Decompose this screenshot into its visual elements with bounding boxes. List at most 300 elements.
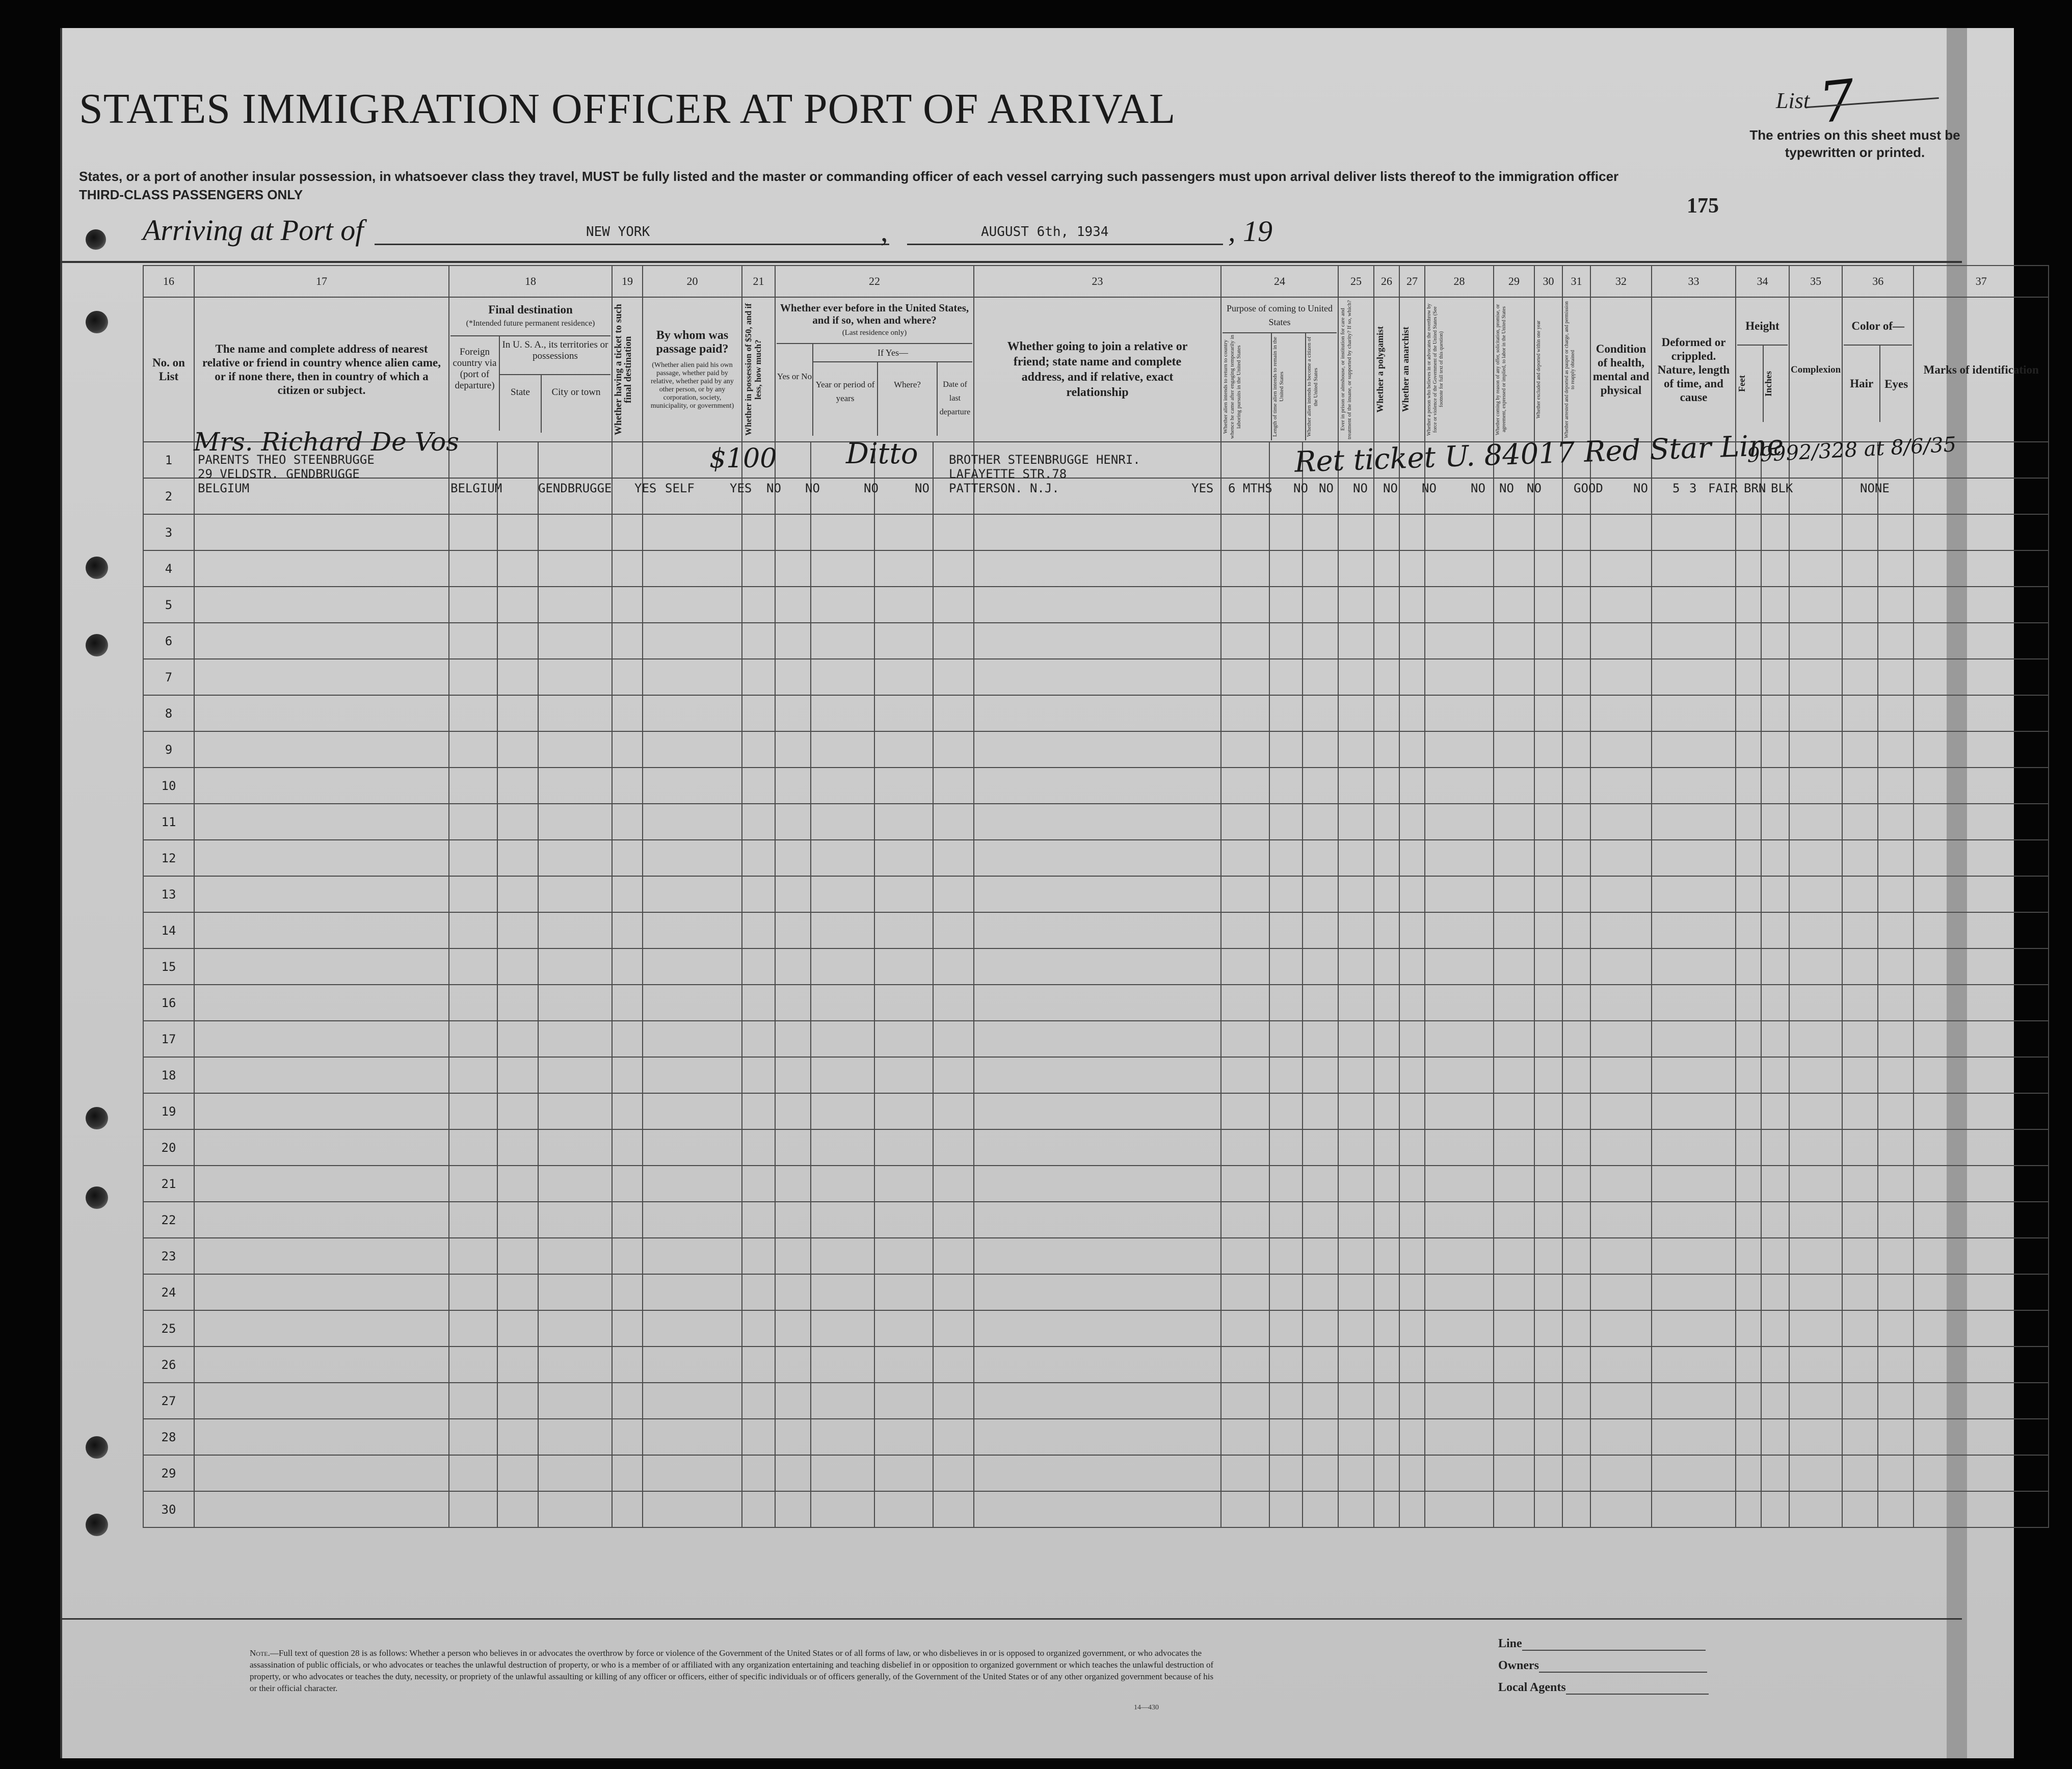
table-cell [775,1021,811,1057]
table-cell [1878,804,1914,840]
col-number: 20 [643,266,742,297]
table-cell [742,1274,775,1310]
table-cell [449,985,497,1021]
table-cell [1534,1057,1562,1093]
table-cell [1303,1093,1338,1129]
table-cell [1652,1310,1736,1346]
table-cell [742,514,775,550]
header-offer [1494,297,1534,442]
entry-purpose-return: YES [1191,481,1214,495]
table-row [143,623,2049,659]
table-row [143,1346,2049,1383]
table-cell [1303,731,1338,768]
table-cell [1494,1455,1534,1491]
table-cell [811,659,874,695]
table-cell [194,1491,449,1527]
table-cell [742,731,775,768]
table-cell [1425,1057,1494,1093]
table-cell [974,1455,1221,1491]
table-cell [1269,1419,1303,1455]
table-cell [1534,623,1562,659]
table-cell [874,695,933,731]
header-city: City or town [551,387,601,398]
table-cell [933,912,974,948]
binder-hole [86,1436,108,1459]
row-number: 23 [143,1238,194,1274]
table-cell [775,1202,811,1238]
table-cell [1842,1093,1878,1129]
table-cell [1425,1455,1494,1491]
table-cell [775,623,811,659]
table-cell [1652,768,1736,804]
table-cell [1914,1310,2049,1346]
table-cell [1878,623,1914,659]
col-number: 34 [1736,266,1789,297]
binder-hole [86,229,106,250]
table-cell [1736,1238,1761,1274]
table-cell [933,876,974,912]
table-cell [1878,768,1914,804]
table-cell [874,1057,933,1093]
table-cell [449,1491,497,1527]
row-number: 22 [143,1202,194,1238]
table-cell [874,1274,933,1310]
table-cell [1914,1419,2049,1455]
table-cell [1374,876,1399,912]
table-cell [1221,1238,1269,1274]
table-cell [497,659,538,695]
entry-feet: 5 [1672,481,1680,495]
table-cell [1562,623,1590,659]
table-cell [449,1419,497,1455]
table-cell [538,876,612,912]
table-cell [1303,1346,1338,1383]
table-cell [933,514,974,550]
table-cell [1269,1057,1303,1093]
table-cell [449,623,497,659]
table-cell [1269,1093,1303,1129]
table-cell [1303,876,1338,912]
table-body [143,442,2049,1527]
table-cell [1736,587,1761,623]
table-cell [1494,1166,1534,1202]
table-cell [449,1129,497,1166]
page-title: STATES IMMIGRATION OFFICER AT PORT OF ARRIVAL [79,85,1176,133]
table-cell [1878,695,1914,731]
table-cell [811,1274,874,1310]
table-cell [194,623,449,659]
if-yes-subheads [813,361,972,436]
table-cell [1374,1166,1399,1202]
table-cell [1761,731,1789,768]
table-cell [538,1455,612,1491]
table-cell [1789,1093,1842,1129]
table-cell [449,876,497,912]
table-cell [449,1202,497,1238]
row-number: 11 [143,804,194,840]
table-cell [775,550,811,587]
table-cell [1590,985,1652,1021]
table-cell [1221,840,1269,876]
table-cell [497,876,538,912]
table-cell [874,840,933,876]
table-cell [1534,1274,1562,1310]
table-cell [933,623,974,659]
table-cell [1789,840,1842,876]
line-field [1498,1637,1706,1651]
table-cell [1789,768,1842,804]
table-cell [1221,1346,1269,1383]
table-cell [449,804,497,840]
table-cell [1494,731,1534,768]
table-cell [1425,1021,1494,1057]
table-cell [742,912,775,948]
table-cell [974,1057,1221,1093]
table-cell [497,1129,538,1166]
table-cell [1736,659,1761,695]
entry-paid-by: SELF [665,481,695,495]
table-cell [1338,912,1374,948]
height-title: Height [1745,320,1779,332]
table-cell [1652,731,1736,768]
usa-block [500,336,610,431]
relative-line: 29 VELDSTR. GENDBRUGGE [198,467,360,481]
table-cell [1374,1274,1399,1310]
table-cell [538,1166,612,1202]
table-cell [449,731,497,768]
table-cell [874,1491,933,1527]
table-cell [1789,587,1842,623]
table-cell [933,985,974,1021]
date-value: AUGUST 6th, 1934 [981,224,1109,240]
table-cell [1878,1455,1914,1491]
table-cell [1878,1310,1914,1346]
table-cell [1590,1346,1652,1383]
header-marks: Marks of identification [1914,297,2049,442]
table-cell [1269,1491,1303,1527]
table-cell [1425,1274,1494,1310]
table-cell [612,876,643,912]
header-rule [61,261,1962,263]
table-cell [497,1202,538,1238]
table-cell [742,1419,775,1455]
table-cell [1374,1383,1399,1419]
table-cell [497,768,538,804]
table-cell [1534,659,1562,695]
table-cell [1303,1383,1338,1419]
table-cell [497,1166,538,1202]
table-cell [1562,1129,1590,1166]
table-cell [1338,1238,1374,1274]
header-polygamist-text: Whether a polygamist [1375,326,1385,413]
table-cell [1761,1021,1789,1057]
entry-before-date: NO [915,481,929,495]
table-cell [1303,948,1338,985]
binder-hole [86,634,108,656]
table-cell [1534,912,1562,948]
table-cell [1425,514,1494,550]
table-cell [775,1166,811,1202]
table-cell [449,1238,497,1274]
table-cell [742,550,775,587]
table-cell [1338,948,1374,985]
table-cell [1494,840,1534,876]
table-cell [1878,912,1914,948]
line-blank [1522,1650,1706,1651]
table-cell [497,1419,538,1455]
header-no-on-list: No. on List [143,297,194,442]
final-destination-subheads [450,335,610,431]
table-cell [1652,804,1736,840]
table-cell [1534,1310,1562,1346]
table-cell [1590,1093,1652,1129]
table-cell [1842,1491,1878,1527]
table-cell [1221,1202,1269,1238]
table-cell [1590,1274,1652,1310]
table-cell [497,514,538,550]
entry-annotation-right: 99992/328 at 8/6/35 [1746,433,1957,467]
table-cell [194,659,449,695]
table-cell [1534,985,1562,1021]
table-cell [194,731,449,768]
header-polygamist [1374,297,1399,442]
col-number: 24 [1221,266,1338,297]
table-cell [1789,1491,1842,1527]
table-cell [1761,695,1789,731]
table-cell [1534,1419,1562,1455]
table-cell [1914,695,2049,731]
table-cell [1221,623,1269,659]
table-row [143,514,2049,550]
table-cell [1338,840,1374,876]
table-cell [1878,1021,1914,1057]
header-year-period: Year or period of years [813,362,878,436]
relative-address [198,453,375,495]
table-cell [811,550,874,587]
table-cell [1269,840,1303,876]
table-cell [742,804,775,840]
table-cell [1338,1383,1374,1419]
row-number: 17 [143,1021,194,1057]
row-number: 7 [143,659,194,695]
table-cell [1269,1129,1303,1166]
table-cell [1303,1129,1338,1166]
table-cell [1736,1274,1761,1310]
table-row [143,1419,2049,1455]
table-cell [1221,1419,1269,1455]
row-number: 28 [143,1419,194,1455]
table-cell [497,623,538,659]
table-cell [1789,985,1842,1021]
table-cell [194,1455,449,1491]
table-cell [874,1419,933,1455]
table-row [143,1383,2049,1419]
table-cell [643,840,742,876]
header-purpose [1221,297,1338,442]
row-number: 19 [143,1093,194,1129]
table-cell [1399,1491,1425,1527]
table-cell [1399,587,1425,623]
table-cell [1494,587,1534,623]
header-nearest-relative: The name and complete address of nearest relative or friend in country whence alien came, or if none there, then in country of which a citizen or subject. [194,297,449,442]
table-cell [1736,912,1761,948]
table-cell [874,731,933,768]
table-cell [933,768,974,804]
table-cell [974,1346,1221,1383]
table-cell [874,1383,933,1419]
table-cell [933,659,974,695]
binder-hole [86,311,108,333]
table-cell [1736,804,1761,840]
entry-deformed: NO [1633,481,1648,495]
table-cell [1562,1021,1590,1057]
table-cell [1494,1346,1534,1383]
table-cell [1303,1310,1338,1346]
table-cell [612,731,643,768]
table-cell [612,1274,643,1310]
column-header-row [143,297,2049,442]
table-cell [811,1419,874,1455]
table-cell [1736,1202,1761,1238]
table-cell [194,695,449,731]
table-cell [1789,1274,1842,1310]
instructions-line: States, or a port of another insular possession, in whatsoever class they travel, MUST be fully listed and the master or commanding officer of each vessel carrying such passengers must upon arrival deliver lists thereof to the immigration officer [79,169,1619,184]
table-cell [643,695,742,731]
table-cell [1761,985,1789,1021]
table-cell [742,876,775,912]
table-cell [1914,840,2049,876]
table-cell [1534,1021,1562,1057]
table-cell [1269,659,1303,695]
table-cell [1338,1310,1374,1346]
agents-label: Local Agents [1498,1681,1566,1694]
table-row [143,1166,2049,1202]
table-cell [1562,695,1590,731]
table-cell [775,768,811,804]
table-cell [1736,731,1761,768]
table-cell [1374,1202,1399,1238]
table-row [143,1021,2049,1057]
table-cell [1562,659,1590,695]
table-cell [1338,623,1374,659]
header-deformed: Deformed or crippled. Nature, length of time, and cause [1652,297,1736,442]
table-cell [1494,1093,1534,1129]
table-cell [874,1166,933,1202]
table-cell [1399,1455,1425,1491]
comma: , [881,215,888,248]
row-number: 6 [143,623,194,659]
table-cell [497,1346,538,1383]
table-cell [1590,731,1652,768]
entry-hair: BRN [1744,481,1766,495]
table-cell [874,659,933,695]
table-cell [742,1310,775,1346]
row-number: 14 [143,912,194,948]
table-cell [1303,550,1338,587]
header-eyes: Eyes [1884,377,1908,390]
table-cell [1761,1455,1789,1491]
col-number: 25 [1338,266,1374,297]
table-cell [1789,1383,1842,1419]
table-cell [1878,1129,1914,1166]
table-cell [1338,1455,1374,1491]
table-cell [1878,876,1914,912]
table-cell [1303,1274,1338,1310]
table-cell [194,1238,449,1274]
table-cell [811,804,874,840]
table-cell [1269,514,1303,550]
table-cell [497,550,538,587]
table-cell [1221,948,1269,985]
table-cell [194,1021,449,1057]
table-cell [538,912,612,948]
table-cell [1914,1093,2049,1129]
table-cell [1842,623,1878,659]
table-cell [1374,985,1399,1021]
table-cell [194,514,449,550]
header-become-citizen: Whether alien intends to become a citizen of the United States [1306,336,1319,437]
table-cell [643,1455,742,1491]
table-cell [933,731,974,768]
table-cell [538,1491,612,1527]
col-number: 22 [775,266,974,297]
table-cell [643,876,742,912]
table-cell [1303,1021,1338,1057]
table-cell [974,985,1221,1021]
table-cell [1590,1166,1652,1202]
header-yes-no: Yes or No [777,344,813,436]
table-cell [874,985,933,1021]
table-cell [643,1346,742,1383]
table-cell [1425,695,1494,731]
table-cell [449,1346,497,1383]
table-cell [742,1166,775,1202]
table-cell [811,768,874,804]
port-line [375,244,889,245]
table-cell [194,1419,449,1455]
table-cell [1534,1238,1562,1274]
table-row [143,1274,2049,1310]
row-number: 27 [143,1383,194,1419]
table-cell [874,623,933,659]
table-row [143,1057,2049,1093]
table-cell [612,1419,643,1455]
header-inches: Inches [1763,371,1773,397]
header-excluded [1534,297,1562,442]
table-cell [1338,1346,1374,1383]
table-cell [1303,768,1338,804]
table-cell [1842,768,1878,804]
table-cell [1303,1202,1338,1238]
table-cell [1842,550,1878,587]
table-cell [1269,1166,1303,1202]
col-number: 18 [449,266,612,297]
table-cell [1374,840,1399,876]
header-in-usa: In U. S. A., its territories or possessions [502,339,608,361]
table-cell [1590,912,1652,948]
table-cell [1425,1491,1494,1527]
table-cell [1269,1202,1303,1238]
table-cell [811,912,874,948]
table-cell [1590,1383,1652,1419]
table-cell [1425,731,1494,768]
table-cell [449,514,497,550]
table-cell [775,840,811,876]
table-cell [194,1129,449,1166]
table-cell [612,1455,643,1491]
table-cell [811,876,874,912]
table-cell [1761,623,1789,659]
